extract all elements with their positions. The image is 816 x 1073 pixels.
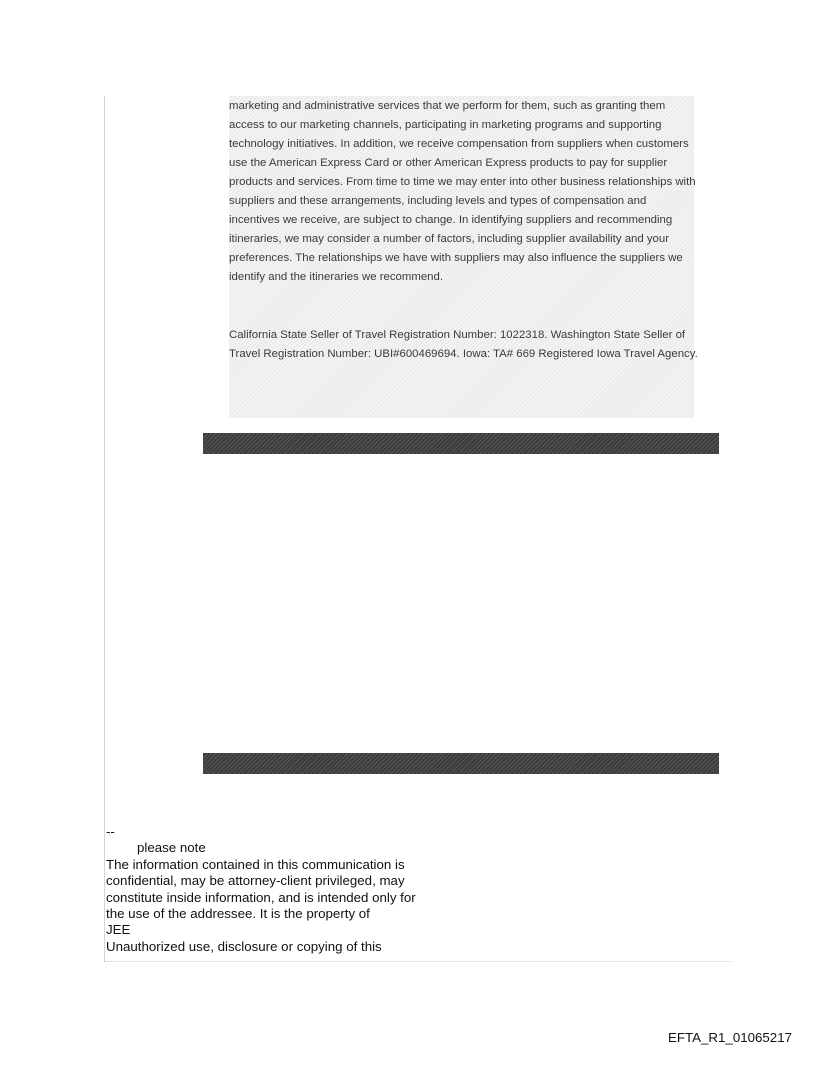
confidentiality-footer bbox=[106, 824, 446, 955]
left-border-rule bbox=[104, 96, 105, 962]
bottom-dotted-rule bbox=[104, 961, 732, 962]
signature-separator: -- bbox=[106, 824, 115, 839]
footer-line: the use of the addressee. It is the property of bbox=[106, 906, 370, 922]
footer-line: constitute inside information, and is intended only for bbox=[106, 889, 416, 905]
footer-line: confidential, may be attorney-client privileged, may bbox=[106, 873, 405, 889]
redaction-bar bbox=[203, 753, 719, 774]
seller-of-travel-registration-paragraph: California State Seller of Travel Registration Number: 1022318. Washington State Seller of Travel Registration Number: UBI#600469694. Iowa: TA# 669 Registered Iowa Travel Agency. bbox=[229, 329, 698, 360]
redaction-bar bbox=[203, 433, 719, 454]
document-page-id: EFTA_R1_01065217 bbox=[668, 1030, 792, 1045]
footer-line: The information contained in this communication is bbox=[106, 856, 405, 872]
footer-line: JEE bbox=[106, 922, 131, 938]
supplier-compensation-paragraph: marketing and administrative services that we perform for them, such as granting them access to our marketing channels, participating in marketing programs and supporting technology initiatives. In addition, we receive compensation from suppliers when customers use the American Express Card or other American Express products to pay for supplier products and services. From time to time we may enter into other business relationships with suppliers and these arrangements, including levels and types of compensation and incentives we receive, are subject to change. In identifying suppliers and recommending itineraries, we may consider a number of factors, including supplier availability and your preferences. The relationships we have with suppliers may also influence the suppliers we identify and the itineraries we recommend. bbox=[229, 100, 696, 283]
footer-line: Unauthorized use, disclosure or copying of this bbox=[106, 938, 382, 954]
note-heading: please note bbox=[137, 840, 206, 856]
